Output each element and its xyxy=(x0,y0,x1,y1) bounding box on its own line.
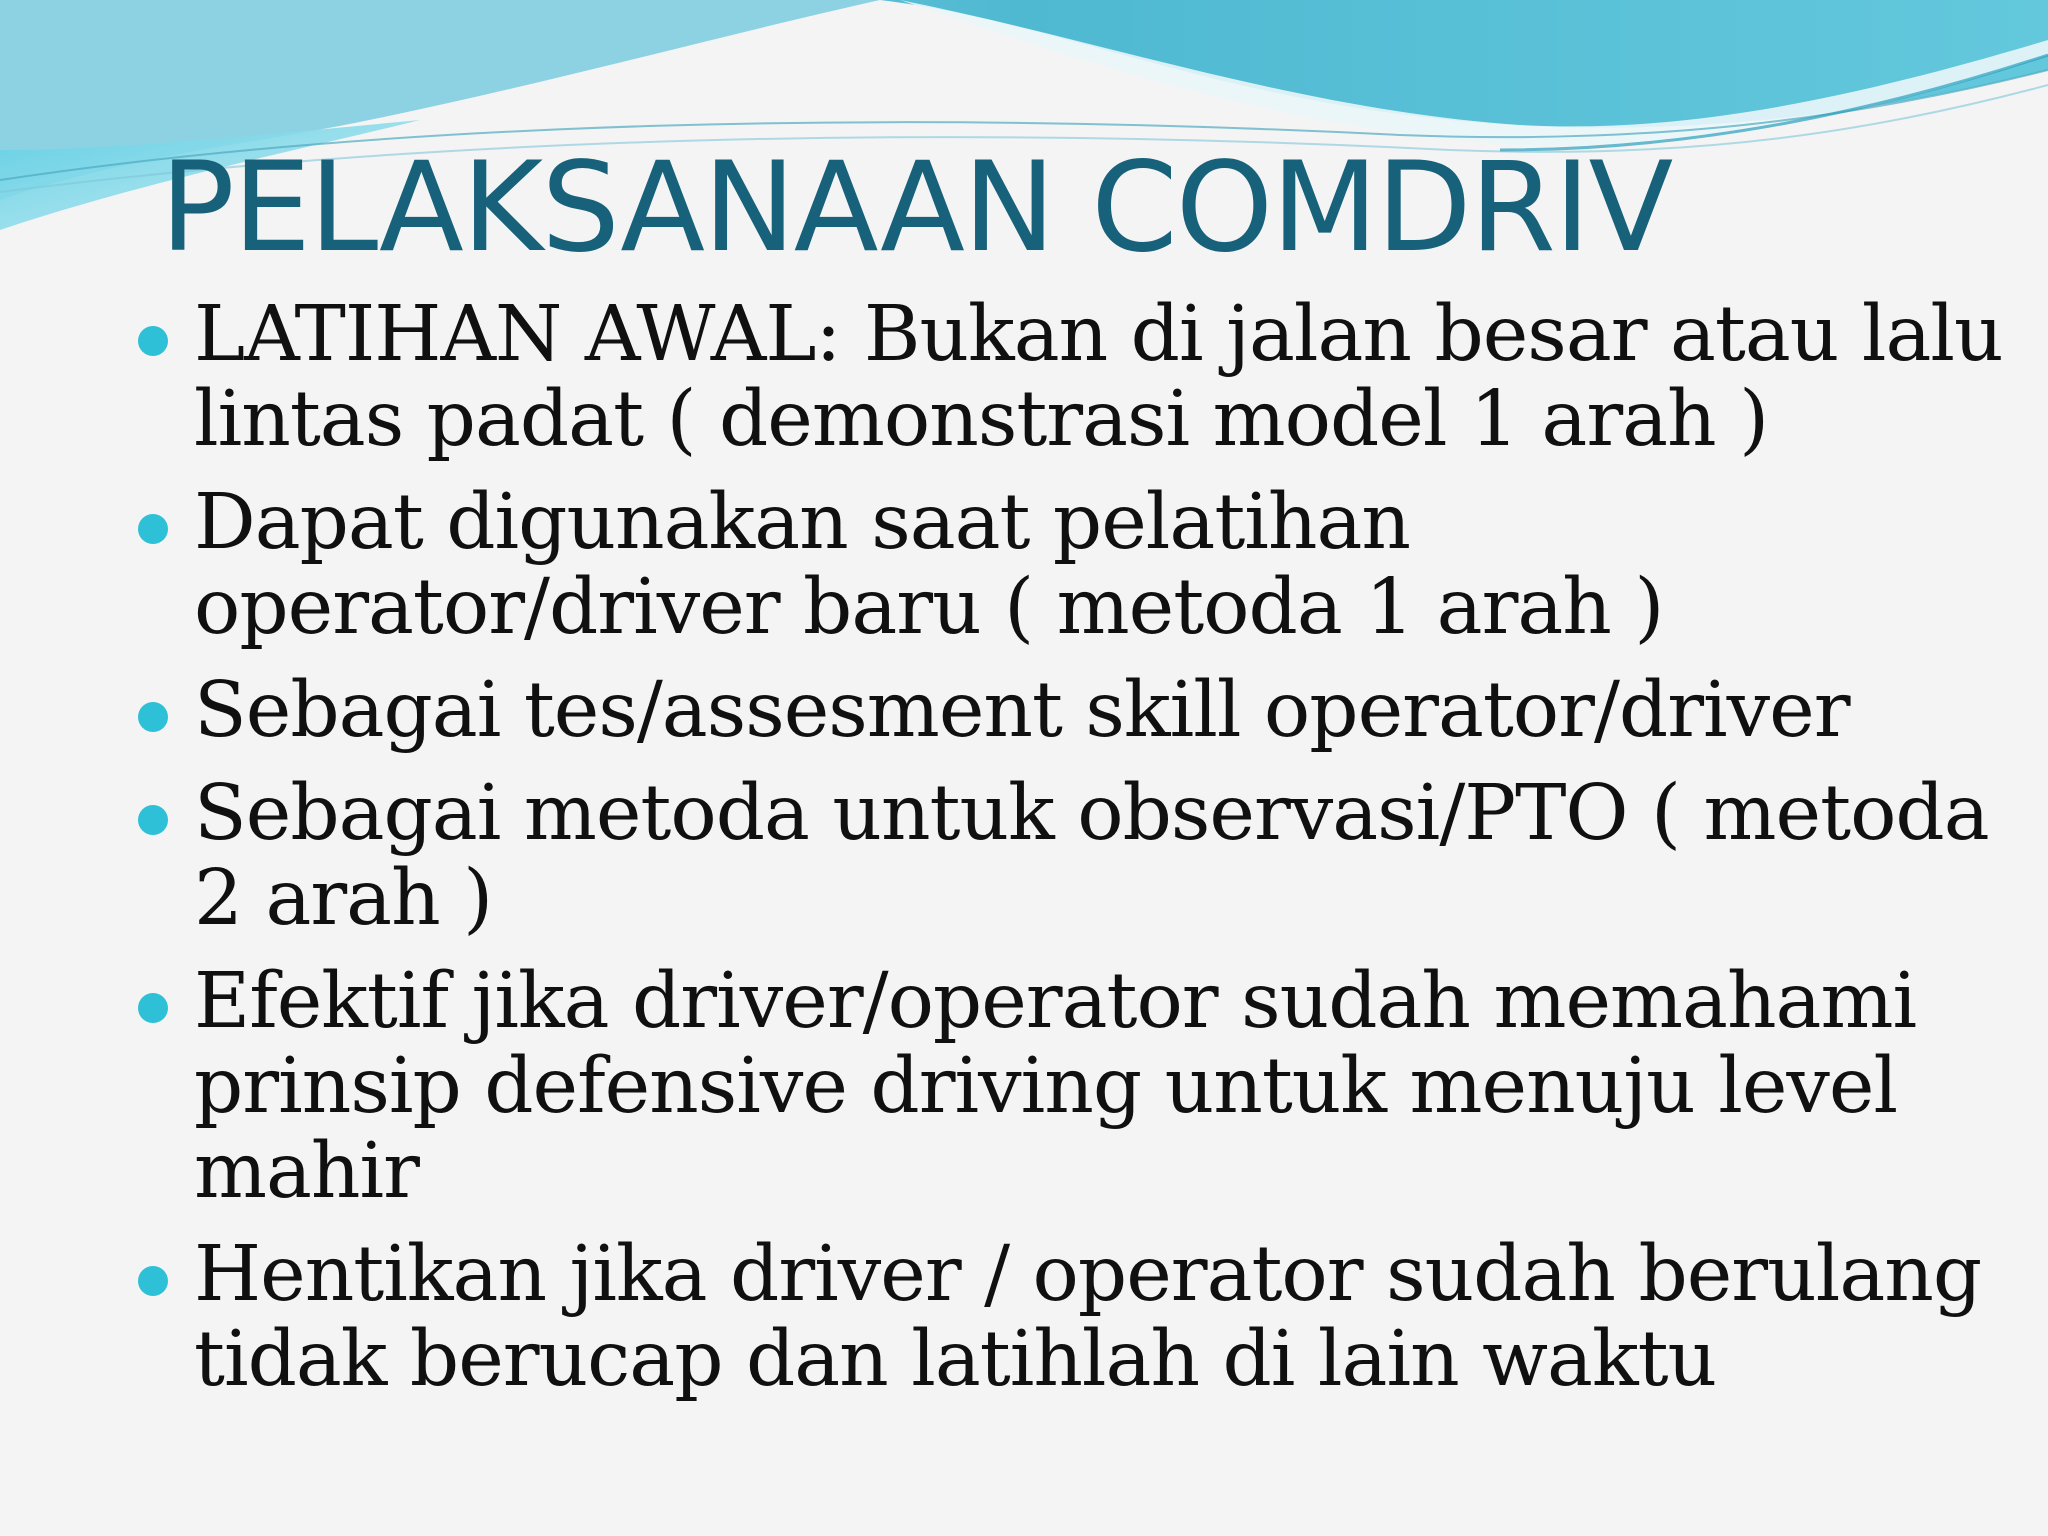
list-item xyxy=(138,480,2018,650)
list-item xyxy=(138,1232,2018,1402)
bullet-text: Sebagai metoda untuk observasi/PTO ( metoda 2 arah ) xyxy=(194,769,1989,943)
bullet-icon xyxy=(138,514,168,544)
bullet-text: Efektif jika driver/operator sudah memahami prinsip defensive driving untuk menuju level mahir xyxy=(194,957,1917,1216)
slide-title: PELAKSANAAN COMDRIV xyxy=(160,136,1672,280)
bullet-icon xyxy=(138,993,168,1023)
bullet-text: Sebagai tes/assesment skill operator/driver xyxy=(194,666,1850,755)
list-item xyxy=(138,292,2018,462)
bullet-icon xyxy=(138,1266,168,1296)
bullet-icon xyxy=(138,702,168,732)
list-item xyxy=(138,668,2018,753)
bullet-list xyxy=(138,292,2018,1420)
bullet-text: Hentikan jika driver / operator sudah berulang tidak berucap dan latihlah di lain waktu xyxy=(194,1230,1982,1404)
bullet-text: Dapat digunakan saat pelatihan operator/driver baru ( metoda 1 arah ) xyxy=(194,478,1664,652)
bullet-icon xyxy=(138,326,168,356)
list-item xyxy=(138,771,2018,941)
list-item xyxy=(138,959,2018,1214)
bullet-icon xyxy=(138,805,168,835)
bullet-text: LATIHAN AWAL: Bukan di jalan besar atau lalu lintas padat ( demonstrasi model 1 arah ) xyxy=(194,290,2003,464)
